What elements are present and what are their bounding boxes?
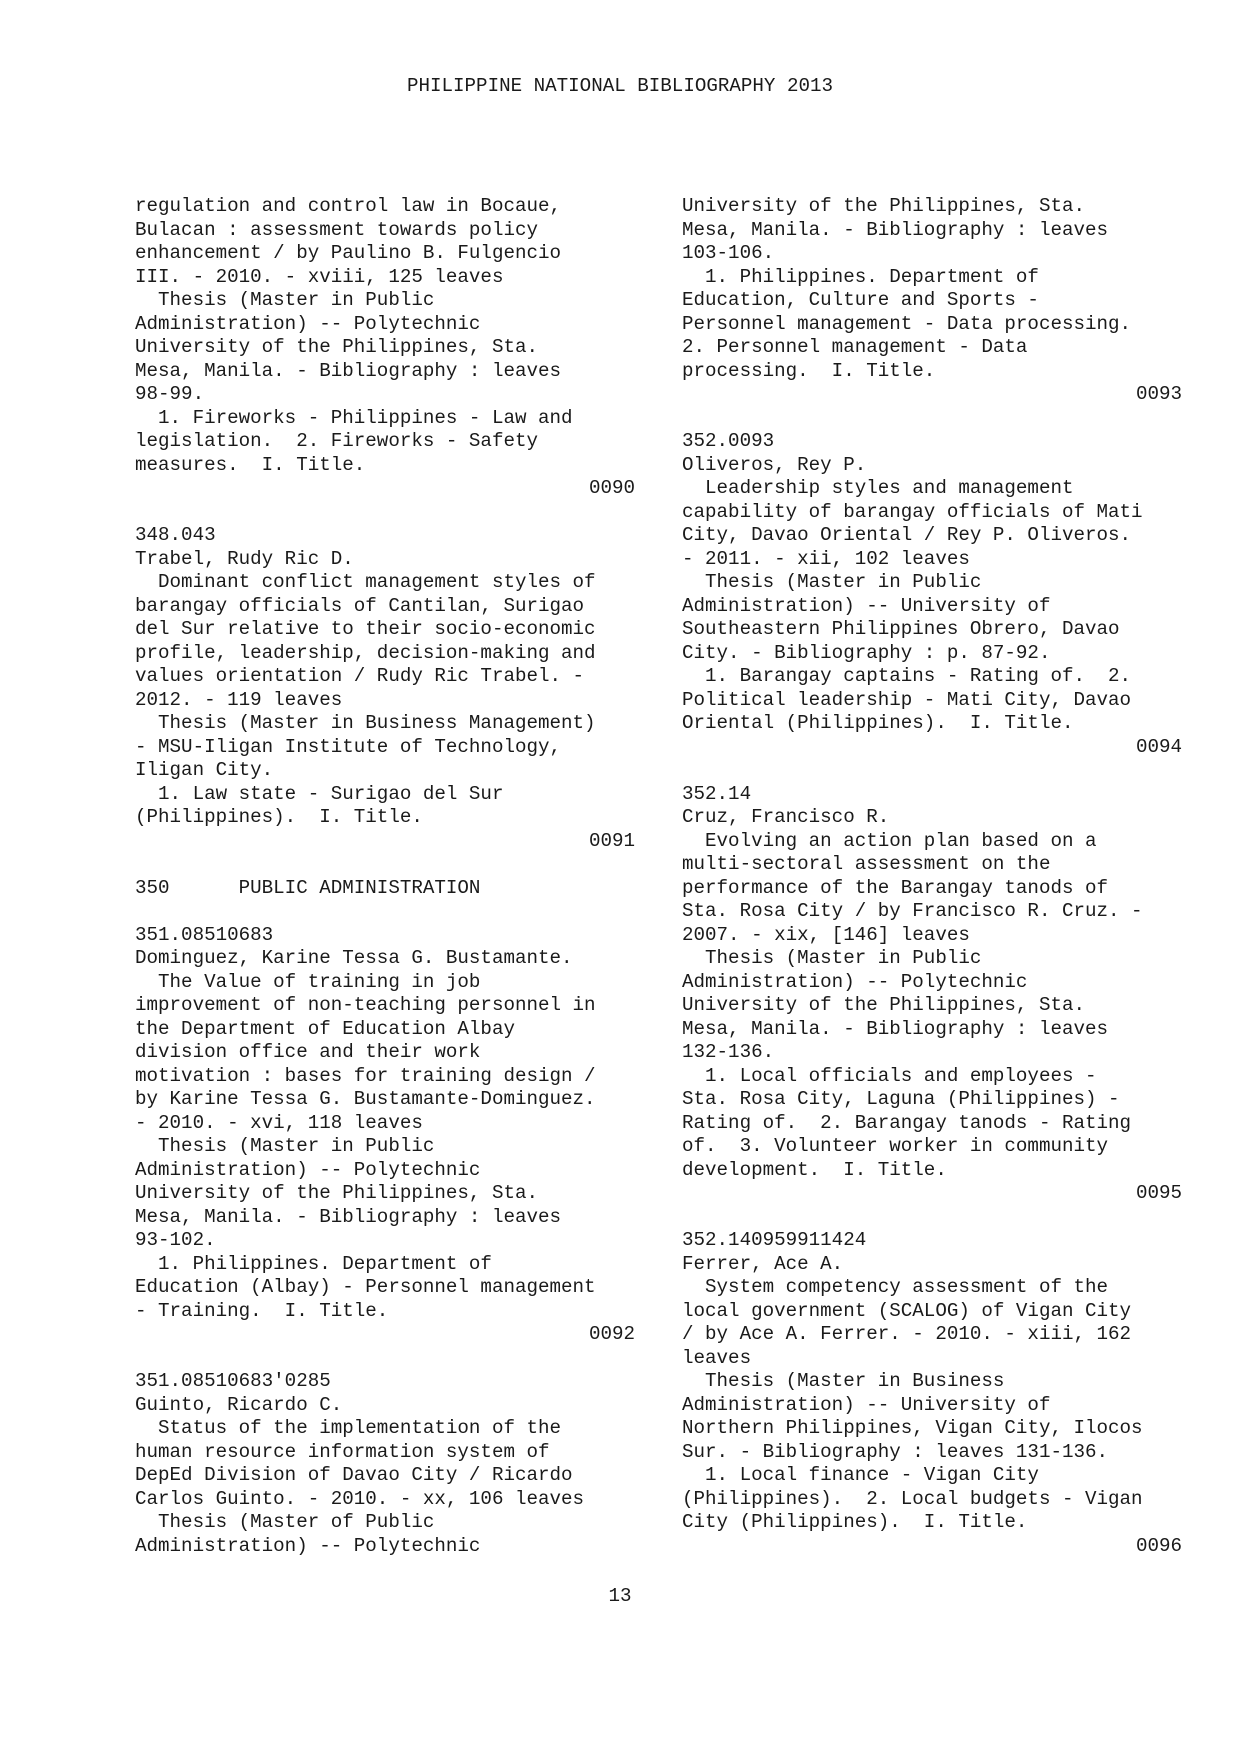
- entry-line: Administration) -- Polytechnic: [135, 312, 481, 335]
- entry-line: Mesa, Manila. - Bibliography : leaves: [135, 1205, 562, 1228]
- entry-line: division office and their work: [135, 1041, 481, 1063]
- blank-line: [135, 900, 635, 924]
- entry-line: - 2011. - xii, 102 leaves: [682, 547, 970, 570]
- page-header-title: PHILIPPINE NATIONAL BIBLIOGRAPHY 2013: [406, 75, 834, 97]
- blank-line: [682, 1206, 1182, 1230]
- right-column: [682, 195, 1182, 1558]
- entry-line: 1. Local officials and employees -: [682, 1064, 1097, 1087]
- entry-line: improvement of non-teaching personnel in: [135, 994, 596, 1016]
- record-number: 0092: [588, 1323, 635, 1345]
- entry-line: Sta. Rosa City / by Francisco R. Cruz. -: [682, 900, 1143, 922]
- entry-line: performance of the Barangay tanods of: [682, 876, 1109, 899]
- entry-line: Southeastern Philippines Obrero, Davao: [682, 618, 1120, 640]
- entry-line: The Value of training in job: [135, 970, 481, 993]
- entry-line: Oriental (Philippines). I. Title.: [682, 712, 1074, 734]
- entry-line: of. 3. Volunteer worker in community: [682, 1135, 1109, 1157]
- entry-line: measures. I. Title.: [135, 453, 366, 476]
- entry-line: Sur. - Bibliography : leaves 131-136.: [682, 1440, 1109, 1463]
- entry-line: 2. Personnel management - Data: [682, 336, 1028, 358]
- blank-line: [682, 407, 1182, 431]
- entry-line: Dominant conflict management styles of: [135, 571, 596, 593]
- entry-line: Guinto, Ricardo C.: [135, 1393, 343, 1416]
- blank-line: [682, 759, 1182, 783]
- entry-line: human resource information system of: [135, 1440, 550, 1463]
- entry-line: 351.08510683'0285: [135, 1370, 331, 1392]
- entry-line: Mesa, Manila. - Bibliography : leaves: [682, 1017, 1109, 1040]
- entry-line: 103-106.: [682, 242, 775, 264]
- entry-line: Administration) -- Polytechnic: [682, 970, 1028, 993]
- entry-line: Evolving an action plan based on a: [682, 829, 1097, 852]
- entry-line: System competency assessment of the: [682, 1276, 1109, 1298]
- entry-line: Education, Culture and Sports -: [682, 289, 1039, 311]
- entry-line: multi-sectoral assessment on the: [682, 853, 1051, 875]
- entry-line: 1. Philippines. Department of: [135, 1252, 492, 1275]
- entry-line: Administration) -- Polytechnic: [135, 1534, 481, 1557]
- blank-line: [135, 501, 635, 525]
- entry-line: values orientation / Rudy Ric Trabel. -: [135, 665, 585, 687]
- entry-line: Bulacan : assessment towards policy: [135, 218, 539, 241]
- entry-line: DepEd Division of Davao City / Ricardo: [135, 1464, 573, 1486]
- entry-line: 352.0093: [682, 430, 775, 452]
- entry-line: 1. Law state - Surigao del Sur: [135, 782, 504, 805]
- entry-line: 1. Philippines. Department of: [682, 265, 1039, 288]
- entry-line: City, Davao Oriental / Rey P. Oliveros.: [682, 524, 1132, 546]
- entry-line: - 2010. - xvi, 118 leaves: [135, 1111, 423, 1134]
- entry-line: Trabel, Rudy Ric D.: [135, 547, 354, 570]
- entry-line: 2007. - xix, [146] leaves: [682, 923, 970, 946]
- record-number: 0093: [1135, 383, 1182, 405]
- entry-line: (Philippines). I. Title.: [135, 806, 423, 828]
- entry-line: Thesis (Master in Public: [135, 289, 435, 311]
- entry-line: legislation. 2. Fireworks - Safety: [135, 430, 539, 452]
- blank-line: [135, 853, 635, 877]
- entry-line: Thesis (Master in Business Management): [135, 712, 596, 734]
- entry-line: 1. Local finance - Vigan City: [682, 1464, 1039, 1486]
- entry-line: 350 PUBLIC ADMINISTRATION: [135, 876, 481, 899]
- entry-line: University of the Philippines, Sta.: [135, 1182, 539, 1204]
- record-number: 0096: [1135, 1534, 1182, 1557]
- entry-line: local government (SCALOG) of Vigan City: [682, 1299, 1132, 1322]
- record-number: 0094: [1135, 735, 1182, 758]
- entry-line: City. - Bibliography : p. 87-92.: [682, 641, 1051, 664]
- entry-line: capability of barangay officials of Mati: [682, 500, 1143, 523]
- record-number: 0090: [588, 477, 635, 499]
- entry-line: III. - 2010. - xviii, 125 leaves: [135, 265, 504, 288]
- entry-line: City (Philippines). I. Title.: [682, 1511, 1028, 1533]
- entry-line: by Karine Tessa G. Bustamante-Dominguez.: [135, 1088, 596, 1110]
- record-number: 0095: [1135, 1182, 1182, 1204]
- entry-line: Thesis (Master in Business: [682, 1370, 1005, 1392]
- entry-line: Mesa, Manila. - Bibliography : leaves: [682, 218, 1109, 241]
- entry-line: the Department of Education Albay: [135, 1017, 515, 1040]
- entry-line: (Philippines). 2. Local budgets - Vigan: [682, 1487, 1143, 1510]
- entry-line: Iligan City.: [135, 759, 274, 781]
- entry-line: 352.14: [682, 782, 752, 805]
- entry-line: Thesis (Master in Public: [135, 1135, 435, 1157]
- entry-line: development. I. Title.: [682, 1158, 947, 1181]
- entry-line: 93-102.: [135, 1229, 216, 1251]
- entry-line: barangay officials of Cantilan, Surigao: [135, 594, 585, 617]
- entry-line: Ferrer, Ace A.: [682, 1252, 844, 1275]
- entry-line: 132-136.: [682, 1041, 775, 1063]
- entry-line: processing. I. Title.: [682, 359, 936, 382]
- entry-line: Administration) -- Polytechnic: [135, 1158, 481, 1181]
- entry-line: 348.043: [135, 524, 216, 546]
- entry-line: profile, leadership, decision-making and: [135, 641, 596, 664]
- entry-line: Leadership styles and management: [682, 477, 1074, 499]
- entry-line: Northern Philippines, Vigan City, Ilocos: [682, 1417, 1143, 1439]
- entry-line: Sta. Rosa City, Laguna (Philippines) -: [682, 1088, 1120, 1110]
- entry-line: Dominguez, Karine Tessa G. Bustamante.: [135, 947, 573, 969]
- blank-line: [135, 1347, 635, 1371]
- entry-line: / by Ace A. Ferrer. - 2010. - xiii, 162: [682, 1323, 1132, 1345]
- entry-line: Political leadership - Mati City, Davao: [682, 688, 1132, 711]
- entry-line: 98-99.: [135, 383, 205, 405]
- entry-line: 1. Barangay captains - Rating of. 2.: [682, 665, 1132, 687]
- entry-line: University of the Philippines, Sta.: [682, 195, 1086, 217]
- entry-line: 2012. - 119 leaves: [135, 688, 343, 711]
- entry-line: enhancement / by Paulino B. Fulgencio: [135, 242, 562, 264]
- entry-line: Education (Albay) - Personnel management: [135, 1276, 596, 1298]
- entry-line: Administration) -- University of: [682, 594, 1051, 617]
- entry-line: Cruz, Francisco R.: [682, 806, 890, 828]
- entry-line: - Training. I. Title.: [135, 1299, 389, 1322]
- entry-line: Thesis (Master of Public: [135, 1511, 435, 1533]
- left-column: [135, 195, 635, 1558]
- entry-line: Mesa, Manila. - Bibliography : leaves: [135, 359, 562, 382]
- entry-line: - MSU-Iligan Institute of Technology,: [135, 735, 562, 758]
- entry-line: Oliveros, Rey P.: [682, 453, 867, 476]
- entry-line: Rating of. 2. Barangay tanods - Rating: [682, 1111, 1132, 1134]
- entry-line: 1. Fireworks - Philippines - Law and: [135, 406, 573, 429]
- entry-line: Status of the implementation of the: [135, 1417, 562, 1439]
- entry-line: Personnel management - Data processing.: [682, 312, 1132, 335]
- entry-line: 351.08510683: [135, 923, 274, 946]
- record-number: 0091: [588, 829, 635, 852]
- entry-line: Thesis (Master in Public: [682, 571, 982, 593]
- entry-line: University of the Philippines, Sta.: [682, 994, 1086, 1016]
- entry-line: regulation and control law in Bocaue,: [135, 195, 562, 217]
- entry-line: Administration) -- University of: [682, 1393, 1051, 1416]
- page-number: 13: [608, 1585, 632, 1607]
- entry-line: del Sur relative to their socio-economic: [135, 618, 596, 640]
- entry-line: leaves: [682, 1346, 752, 1369]
- entry-line: motivation : bases for training design /: [135, 1064, 596, 1087]
- entry-line: Thesis (Master in Public: [682, 947, 982, 969]
- entry-line: Carlos Guinto. - 2010. - xx, 106 leaves: [135, 1487, 585, 1510]
- entry-line: University of the Philippines, Sta.: [135, 336, 539, 358]
- entry-line: 352.140959911424: [682, 1229, 867, 1251]
